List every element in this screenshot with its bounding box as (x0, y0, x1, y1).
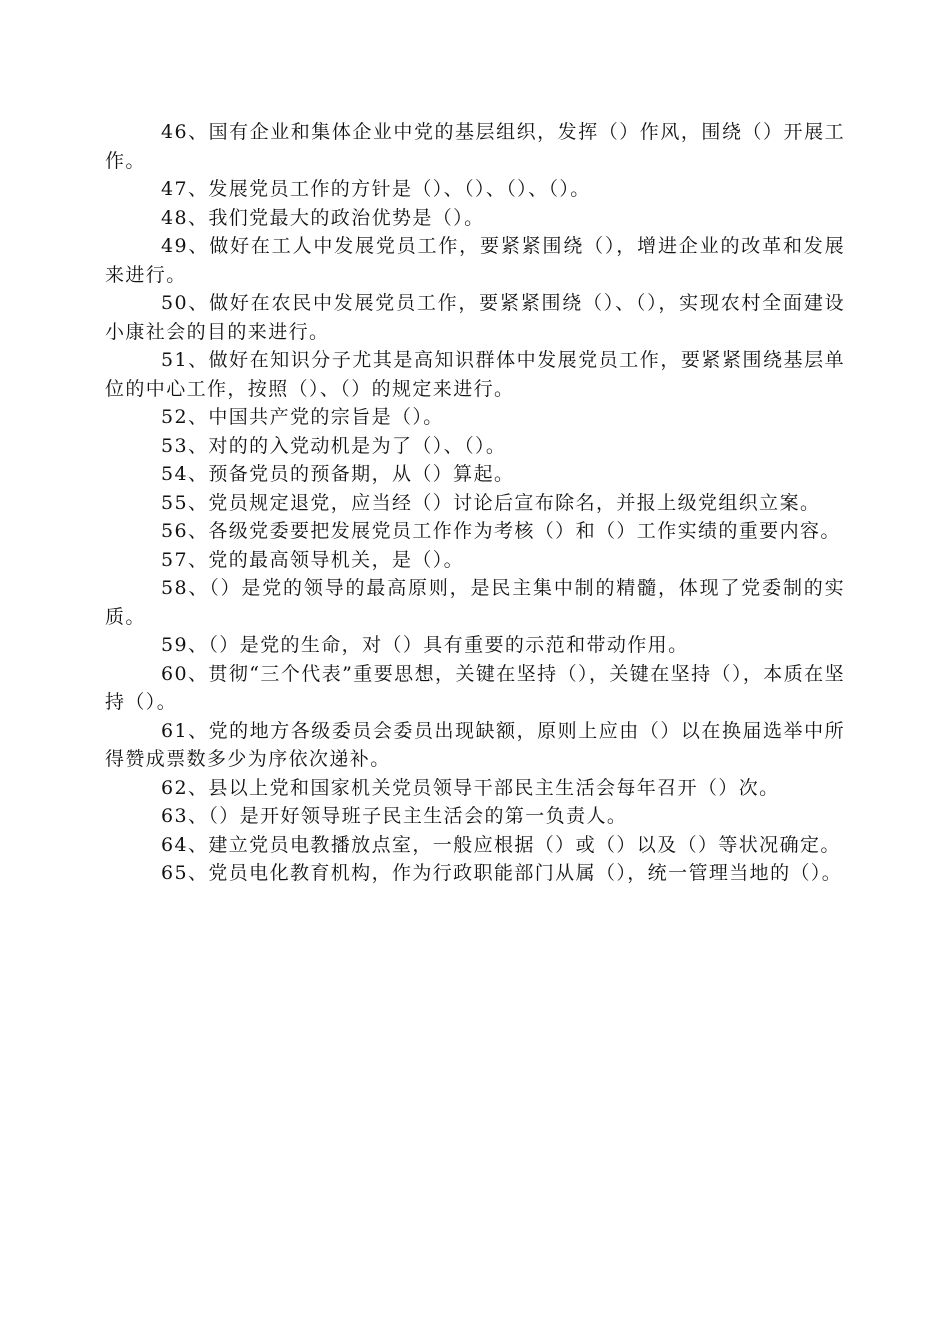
question-49: 49、做好在工人中发展党员工作，要紧紧围绕（），增进企业的改革和发展来进行。 (105, 235, 845, 286)
question-60: 60、贯彻“三个代表”重要思想，关键在坚持（），关键在坚持（），本质在坚持（）。 (105, 662, 845, 713)
question-57: 57、党的最高领导机关，是（）。 (161, 548, 465, 571)
question-list (105, 118, 845, 888)
question-63: 63、（）是开好领导班子民主生活会的第一负责人。 (161, 805, 628, 827)
question-52: 52、中国共产党的宗旨是（）。 (161, 406, 444, 428)
question-55: 55、党员规定退党，应当经（）讨论后宣布除名，并报上级党组织立案。 (161, 491, 821, 514)
question-59: 59、（）是党的生命，对（）具有重要的示范和带动作用。 (161, 634, 689, 656)
question-48: 48、我们党最大的政治优势是（）。 (161, 206, 485, 229)
question-56: 56、各级党委要把发展党员工作作为考核（）和（）工作实绩的重要内容。 (161, 520, 841, 542)
question-46: 46、国有企业和集体企业中党的基层组织，发挥（）作风，围绕（）开展工作。 (105, 121, 845, 172)
question-53: 53、对的的入党动机是为了（）、（）。 (161, 434, 507, 457)
question-61: 61、党的地方各级委员会委员出现缺额，原则上应由（）以在换届选举中所得赞成票数多少为序依次递补。 (105, 719, 845, 770)
question-50: 50、做好在农民中发展党员工作，要紧紧围绕（）、（），实现农村全面建设小康社会的目的来进行。 (105, 292, 845, 343)
question-58: 58、（）是党的领导的最高原则，是民主集中制的精髓，体现了党委制的实质。 (105, 577, 845, 628)
question-65: 65、党员电化教育机构，作为行政职能部门从属（），统一管理当地的（）。 (161, 862, 843, 884)
question-54: 54、预备党员的预备期，从（）算起。 (161, 463, 515, 485)
question-51: 51、做好在知识分子尤其是高知识群体中发展党员工作，要紧紧围绕基层单位的中心工作，按照（）、（）的规定来进行。 (105, 349, 845, 400)
question-47: 47、发展党员工作的方针是（）、（）、（）、（）。 (161, 178, 591, 200)
question-62: 62、县以上党和国家机关党员领导干部民主生活会每年召开（）次。 (161, 776, 780, 799)
question-64: 64、建立党员电教播放点室，一般应根据（）或（）以及（）等状况确定。 (161, 833, 841, 856)
